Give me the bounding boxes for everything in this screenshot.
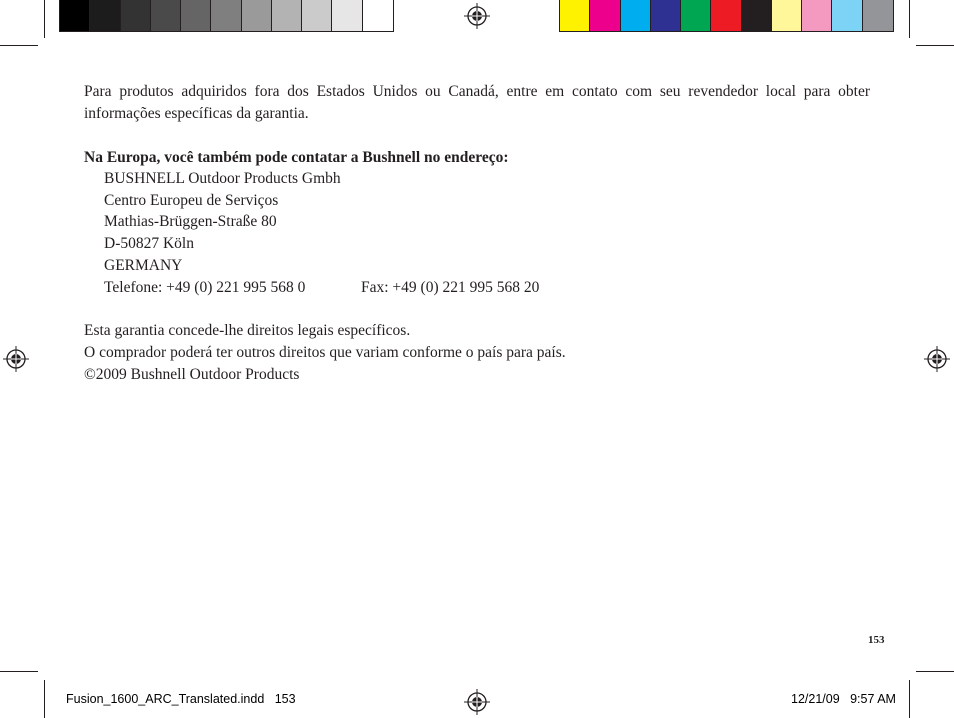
page-number: 153 (868, 634, 885, 646)
gray-swatch (151, 0, 181, 31)
color-swatch (590, 0, 620, 31)
crop-mark-top-right-vertical (909, 0, 910, 38)
gray-swatch (302, 0, 332, 31)
registration-mark-icon (3, 346, 29, 372)
fax-number: Fax: +49 (0) 221 995 568 20 (361, 279, 540, 296)
color-swatch (681, 0, 711, 31)
legal-rights-line: Esta garantia concede-lhe direitos legais específicos. (84, 322, 411, 339)
registration-mark-icon (924, 346, 950, 372)
color-swatch (711, 0, 741, 31)
copyright-line: ©2009 Bushnell Outdoor Products (84, 366, 300, 383)
gray-swatch (211, 0, 241, 31)
gray-swatch (90, 0, 120, 31)
gray-swatch (121, 0, 151, 31)
address-line-city: D-50827 Köln (104, 235, 194, 252)
process-color-bar (559, 0, 894, 32)
address-line-street: Mathias-Brüggen-Straße 80 (104, 213, 277, 230)
crop-mark-top-right-horizontal (916, 45, 954, 46)
color-swatch (560, 0, 590, 31)
color-swatch (802, 0, 832, 31)
address-line-service-center: Centro Europeu de Serviços (104, 192, 279, 209)
crop-mark-top-left-horizontal (0, 45, 38, 46)
address-line-country: GERMANY (104, 257, 183, 274)
other-rights-line: O comprador poderá ter outros direitos que variam conforme o país para país. (84, 344, 566, 361)
crop-mark-bottom-left-horizontal (0, 671, 38, 672)
crop-mark-top-left-vertical (44, 0, 45, 38)
phone-fax-line (84, 277, 890, 299)
color-swatch (832, 0, 862, 31)
phone-number: Telefone: +49 (0) 221 995 568 0 (104, 279, 306, 296)
europe-contact-heading: Na Europa, você também pode contatar a Bushnell no endereço: (84, 149, 509, 166)
gray-swatch (181, 0, 211, 31)
gray-swatch (332, 0, 362, 31)
registration-mark-icon (464, 689, 490, 715)
warranty-outside-us-paragraph: Para produtos adquiridos fora dos Estados Unidos ou Canadá, entre em contato com seu revendedor local para obter informações específicas da garantia. (84, 83, 870, 122)
color-swatch (621, 0, 651, 31)
color-swatch (772, 0, 802, 31)
slug-file-name: Fusion_1600_ARC_Translated.indd 153 (66, 692, 296, 706)
crop-mark-bottom-left-vertical (44, 680, 45, 718)
color-swatch (742, 0, 772, 31)
gray-swatch (242, 0, 272, 31)
gray-color-bar (59, 0, 394, 32)
crop-mark-bottom-right-vertical (909, 680, 910, 718)
color-swatch (863, 0, 893, 31)
slug-datetime: 12/21/09 9:57 AM (791, 692, 896, 706)
address-line-company: BUSHNELL Outdoor Products Gmbh (104, 170, 341, 187)
gray-swatch (272, 0, 302, 31)
color-swatch (651, 0, 681, 31)
crop-mark-bottom-right-horizontal (916, 671, 954, 672)
gray-swatch (60, 0, 90, 31)
gray-swatch (363, 0, 393, 31)
registration-mark-icon (464, 3, 490, 29)
